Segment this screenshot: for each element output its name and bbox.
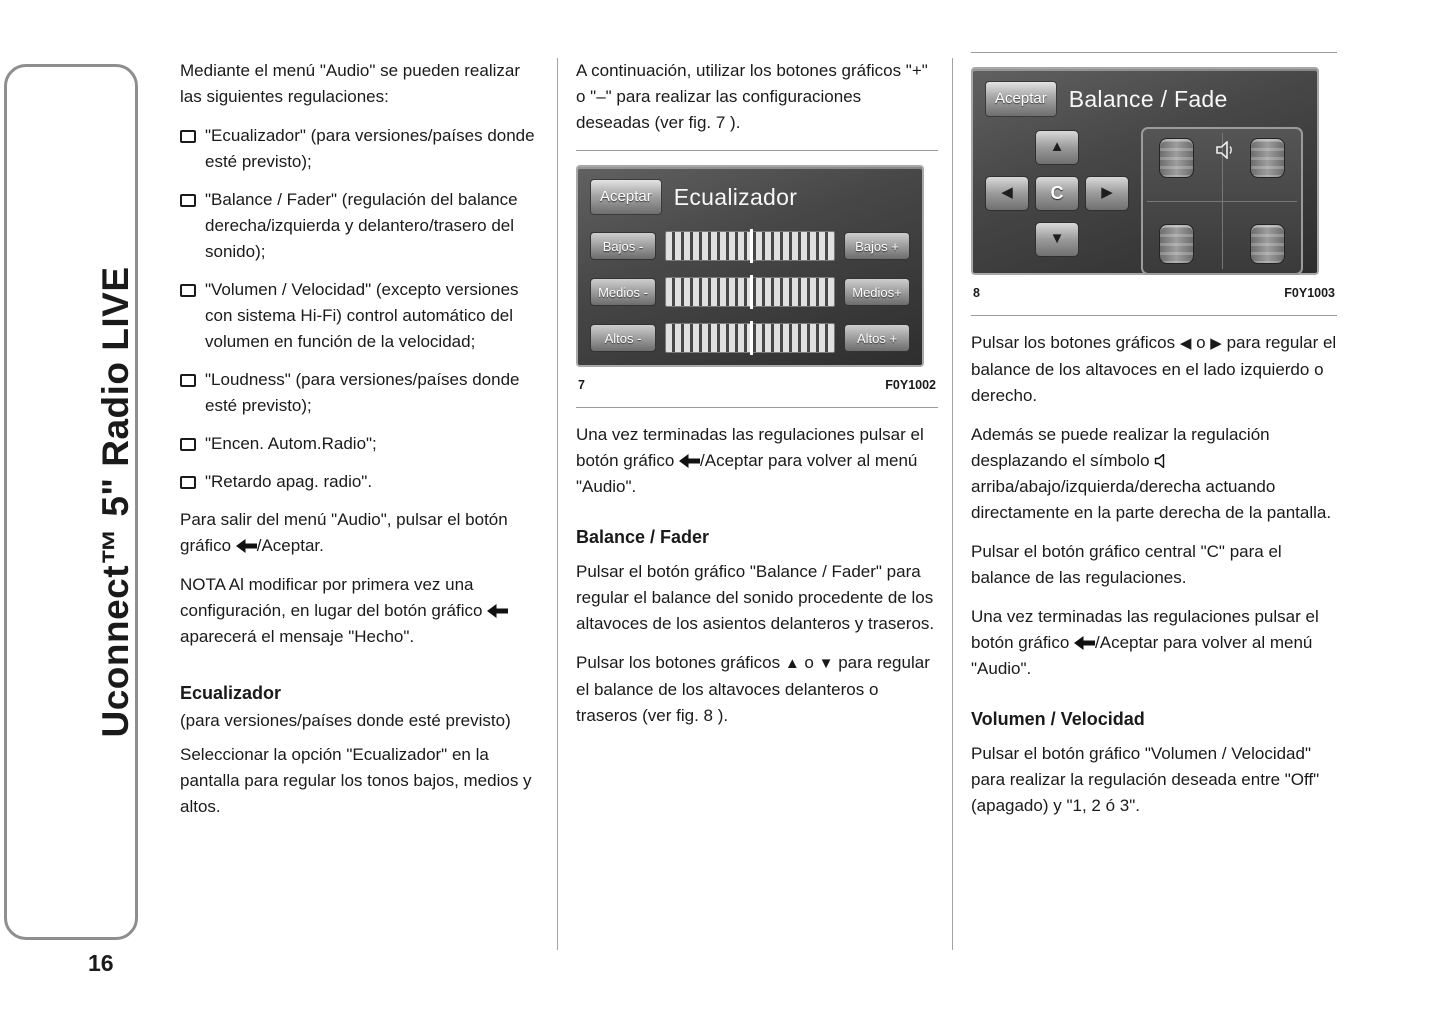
list-item-text: "Retardo apag. radio". [205,472,373,491]
text-segment: Para salir del menú "Audio", pulsar el botón gráfico [180,510,508,555]
equalizer-row-altos [590,323,910,353]
text-segment: Pulsar los botones gráficos [576,653,785,672]
paragraph-volumen-velocidad: Pulsar el botón gráfico "Volumen / Velocidad" para realizar la regulación deseada entre "Off" (apagado) y "1, 2 ó 3". [971,744,1320,815]
screen-title: Balance / Fade [1068,86,1228,112]
list-item [180,431,538,457]
text-segment: NOTA Al modificar por primera vez una configuración, en lugar del botón gráfico [180,575,488,620]
list-item [180,277,538,355]
speaker-icon [1154,451,1168,470]
right-triangle-icon: ▶ [1210,335,1222,352]
figure-code: F0Y1002 [885,378,936,392]
down-arrow-button [1035,222,1079,257]
paragraph-up-down-buttons [576,650,938,729]
checkbox-bullet-icon [180,194,196,207]
figure-rule [576,407,938,408]
direction-pad [985,127,1129,275]
back-arrow-icon [1074,633,1095,652]
altos-plus-button: Altos + [844,324,910,352]
balance-fade-body [985,123,1305,275]
figure-code: F0Y1003 [1284,286,1335,300]
paragraph-balance-fader: Pulsar el botón gráfico "Balance / Fader" para regular el balance del sonido procedente de los altavoces de los asientos delanteros y traseros. [576,562,935,633]
seat-icon [1159,138,1194,178]
back-arrow-icon [679,451,700,470]
equalizer-row-bajos [590,231,910,261]
medios-level-bar [665,277,835,307]
checkbox-bullet-icon [180,374,196,387]
list-item [180,469,538,495]
list-item-text: "Volumen / Velocidad" (excepto versiones con sistema Hi-Fi) control automático del volumen en función de la velocidad; [205,280,519,351]
left-arrow-button [985,176,1029,211]
seat-icon [1250,138,1285,178]
text-segment: para regular el balance de los altavoces delanteros o traseros (ver fig. 8 ). [576,653,930,725]
chapter-title-vertical: Uconnect™ 5" Radio LIVE [95,266,136,738]
speaker-icon [1216,141,1236,167]
aceptar-button: Aceptar [590,179,662,215]
paragraph-done-regulations [576,422,938,500]
bajos-plus-button: Bajos + [844,232,910,260]
paragraph-nota [180,572,538,650]
left-triangle-icon: ◀ [1179,335,1192,352]
intro-paragraph: Mediante el menú "Audio" se pueden realizar las siguientes regulaciones: [180,61,520,106]
altos-minus-button: Altos - [590,324,656,352]
list-item-text: "Ecualizador" (para versiones/países donde esté previsto); [205,126,535,171]
column-middle [576,58,938,742]
checkbox-bullet-icon [180,476,196,489]
column-left [180,58,538,833]
paragraph-done-regulations [971,604,1337,682]
figure-rule [971,315,1337,316]
page-number: 16 [88,950,114,976]
text-segment: Pulsar los botones gráficos [971,333,1180,352]
paragraph-move-symbol [971,422,1337,526]
down-triangle-icon: ▼ [818,655,834,672]
text-segment: o [799,653,819,672]
section-heading-ecualizador: Ecualizador [180,683,282,703]
figure-rule [576,150,938,151]
list-item-text: "Encen. Autom.Radio"; [205,434,377,453]
checkbox-bullet-icon [180,438,196,451]
text-segment: Una vez terminadas las regulaciones pulsar el botón gráfico [971,607,1319,652]
seat-icon [1159,224,1194,264]
text-segment: /Aceptar para volver al menú "Audio". [971,633,1313,678]
down-triangle-icon: ▼ [1049,230,1065,247]
paragraph-plus-minus: A continuación, utilizar los botones gráficos "+" o "–" para realizar las configuraciones deseadas (ver fig. 7 ). [576,61,928,132]
paragraph-left-right-buttons [971,330,1337,409]
list-item-text: "Loudness" (para versiones/países donde esté previsto); [205,370,520,415]
bajos-minus-button: Bajos - [590,232,656,260]
text-segment: para regular el balance de los altavoces en el lado izquierdo o derecho. [971,333,1337,405]
text-segment: aparecerá el mensaje "Hecho". [180,627,415,646]
text-segment: Una vez terminadas las regulaciones pulsar el botón gráfico [576,425,924,470]
figure-number: 7 [578,378,585,392]
altos-level-bar [665,323,835,353]
column-divider [952,58,953,950]
list-item [180,367,538,419]
text-segment: Además se puede realizar la regulación desplazando el símbolo [971,425,1270,470]
figure-7-equalizer-screen [576,165,924,367]
text-segment: /Aceptar. [256,536,324,555]
screen-header [590,179,910,215]
right-arrow-button [1085,176,1129,211]
screen-title: Ecualizador [673,184,798,210]
list-item-text: "Balance / Fader" (regulación del balance derecha/izquierda y delantero/trasero del sonido); [205,190,518,261]
figure-8-caption [973,285,1335,301]
screen-header [985,81,1305,117]
back-arrow-icon [487,601,508,620]
section-heading-balance-fader: Balance / Fader [576,527,710,547]
text-segment: /Aceptar para volver al menú "Audio". [576,451,918,496]
seat-icon [1250,224,1285,264]
left-triangle-icon: ◀ [1001,184,1013,201]
medios-minus-button: Medios - [590,278,656,306]
list-item [180,123,538,175]
checkbox-bullet-icon [180,130,196,143]
paragraph-exit-audio [180,507,538,559]
column-right [971,52,1337,832]
section-subtitle: (para versiones/países donde esté previsto) [180,711,511,730]
right-triangle-icon: ▶ [1101,184,1113,201]
checkbox-bullet-icon [180,284,196,297]
up-triangle-icon: ▲ [1049,138,1065,155]
center-c-button: C [1035,176,1079,211]
up-arrow-button [1035,130,1079,165]
figure-rule [971,52,1337,53]
medios-plus-button: Medios+ [844,278,910,306]
up-triangle-icon: ▲ [784,655,800,672]
figure-8-balance-fade-screen [971,67,1319,275]
paragraph-ecualizador: Seleccionar la opción "Ecualizador" en la pantalla para regular los tonos bajos, medios y altos. [180,745,532,816]
list-item [180,187,538,265]
bajos-level-bar [665,231,835,261]
column-divider [557,58,558,950]
seat-diagram-panel [1141,127,1303,275]
equalizer-row-medios [590,277,910,307]
figure-number: 8 [973,286,980,300]
back-arrow-icon [236,536,257,555]
text-segment: o [1191,333,1211,352]
aceptar-button: Aceptar [985,81,1057,117]
section-heading-volumen-velocidad: Volumen / Velocidad [971,709,1145,729]
paragraph-center-c: Pulsar el botón gráfico central "C" para el balance de las regulaciones. [971,542,1282,587]
text-segment: arriba/abajo/izquierda/derecha actuando directamente en la parte derecha de la pantalla. [971,477,1332,522]
figure-7-caption [578,377,936,393]
